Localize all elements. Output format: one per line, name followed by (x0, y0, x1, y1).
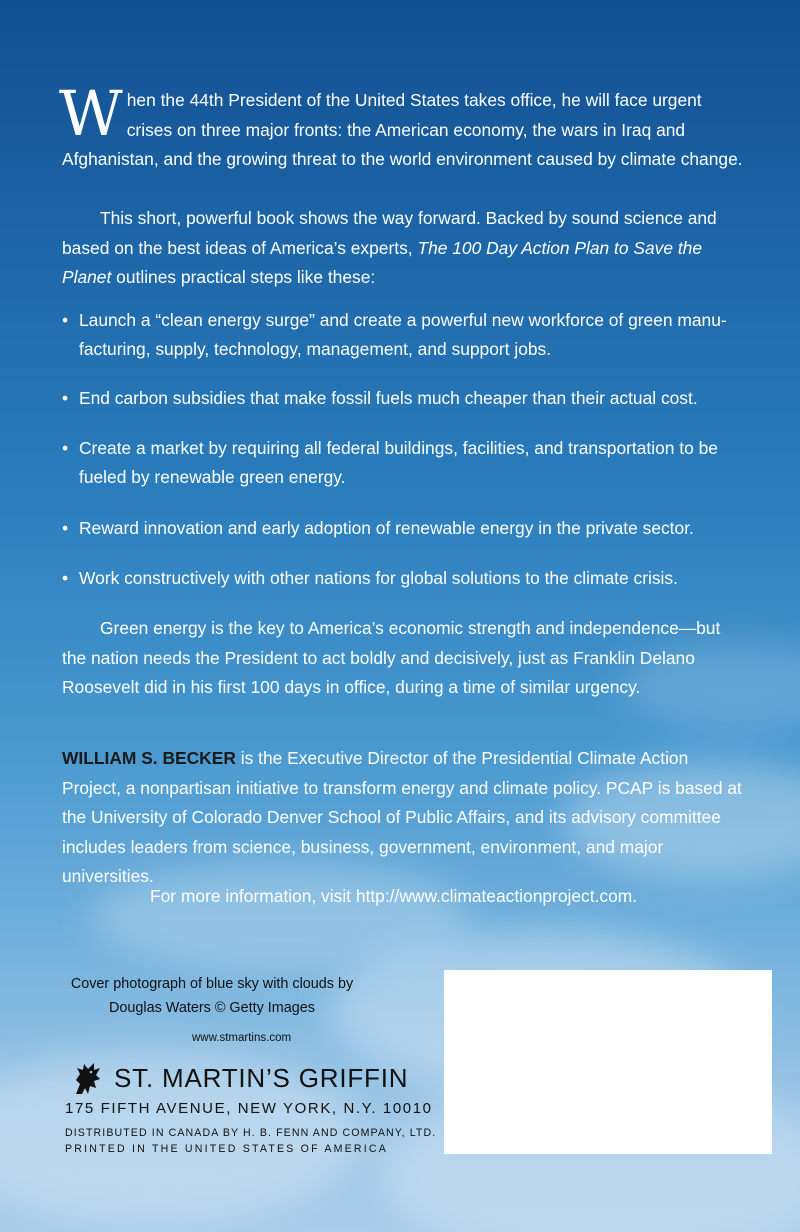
cover-credit: Cover photograph of blue sky with clouds by Douglas Waters © Getty Images (70, 976, 354, 1016)
bullet-item (62, 434, 752, 492)
bullet-marker: • (62, 438, 69, 458)
author-name: WILLIAM S. BECKER (62, 748, 236, 768)
bullet-item (62, 306, 752, 364)
publisher-logo-row (70, 1060, 408, 1096)
griffin-icon (70, 1060, 104, 1096)
bullet-text: Launch a “clean energy surge” and create a powerful new workforce of green manu-facturing, supply, technology, management, and support jobs. (79, 310, 727, 359)
printed-note: PRINTED IN THE UNITED STATES OF AMERICA (65, 1143, 389, 1155)
bullet-text: Work constructively with other nations for global solutions to the climate crisis. (79, 568, 678, 588)
publisher-name: ST. MARTIN’S GRIFFIN (114, 1062, 409, 1093)
bullet-marker: • (62, 518, 69, 538)
more-info: For more information, visit http://www.climateactionproject.com. (150, 886, 638, 906)
bullet-item (62, 384, 752, 413)
bullet-text: Create a market by requiring all federal buildings, facilities, and transportation to be fueled by renewable green energy. (79, 438, 718, 487)
intro-text: hen the 44th President of the United States takes office, he will face urgent crises on three major fronts: the American economy, the wars in Iraq and Afghanistan, and the growing threat to the world environment caused by climate change. (62, 90, 743, 169)
bullet-item (62, 564, 752, 593)
distribution-note: DISTRIBUTED IN CANADA BY H. B. FENN AND COMPANY, LTD. (65, 1127, 437, 1139)
description-paragraph (62, 204, 746, 293)
bullet-item (62, 514, 752, 543)
intro-paragraph (59, 77, 746, 175)
book-title: The 100 Day Action Plan to Save the Planet (62, 237, 702, 287)
bullet-marker: • (62, 568, 69, 588)
author-bio (62, 744, 746, 892)
drop-cap: W (59, 77, 123, 150)
bullet-marker: • (62, 310, 69, 330)
closing-paragraph: Green energy is the key to America’s economic strength and independence—but the nation needs the President to act boldly and decisively, just as Franklin Delano Roosevelt did in his first 100 days in office, during a time of similar urgency. (62, 618, 721, 697)
description-text-end: outlines practical steps like these: (116, 267, 376, 287)
bullet-text: Reward innovation and early adoption of renewable energy in the private sector. (79, 518, 694, 538)
publisher-website: www.stmartins.com (192, 1032, 292, 1044)
description-text: This short, powerful book shows the way forward. Backed by sound science and based on the best ideas of America’s experts, (62, 208, 717, 258)
barcode-area (444, 970, 772, 1154)
bullet-text: End carbon subsidies that make fossil fuels much cheaper than their actual cost. (79, 388, 698, 408)
publisher-address: 175 FIFTH AVENUE, NEW YORK, N.Y. 10010 (65, 1100, 433, 1117)
author-bio-text: is the Executive Director of the Presidential Climate Action Project, a nonpartisan initiative to transform energy and climate policy. PCAP is based at the University of Colorado Denver School of Public Affairs, and its advisory committee includes leaders from science, business, government, environment, and major universities. (62, 748, 742, 886)
bullet-marker: • (62, 388, 69, 408)
